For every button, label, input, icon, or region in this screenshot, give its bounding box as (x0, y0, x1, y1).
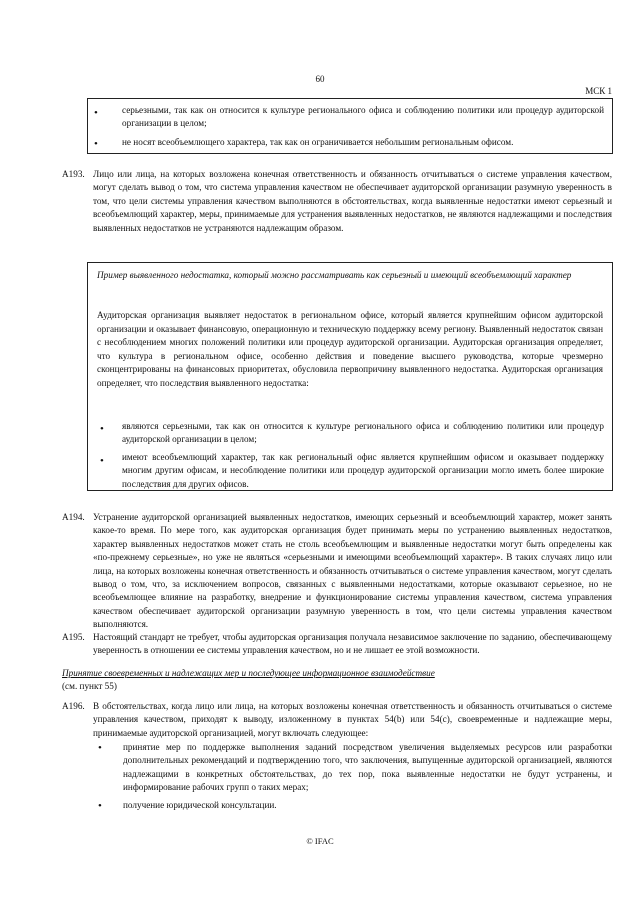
paragraph-number: A194. (62, 512, 85, 522)
paragraph-text: В обстоятельствах, когда лицо или лица, на которых возложены конечная ответственность и обязанность отчитываться о системе управления качеством, приходят к выводу, изложенному в пунктах 54(b) или 54(c), своевременные и надлежащие меры, принимаемые аудиторской организацией, могут включать следующее: (93, 701, 612, 738)
bullet-icon: • (100, 423, 104, 435)
page-number: 60 (315, 74, 325, 84)
box-bullet-text: не носят всеобъемлющего характера, так как он ограничивается небольшим региональным офисом. (122, 137, 514, 147)
footer-copyright: © IFAC (306, 836, 334, 846)
bullet-icon: • (100, 455, 104, 467)
section-title: Принятие своевременных и надлежащих мер и последующее информационное взаимодействие (62, 668, 435, 678)
bullet-icon: • (98, 742, 102, 754)
example-title: Пример выявленного недостатка, который можно рассматривать как серьезный и имеющий всеобъемлющий характер (97, 270, 572, 280)
bullet-icon: • (94, 107, 98, 119)
paragraph-number: A193. (62, 169, 85, 179)
list-item-text: принятие мер по поддержке выполнения заданий посредством увеличения выделяемых ресурсов или разработки дополнительных рекомендаций и подтверждению того, что заключения, выпущенные аудиторской организацией, являются надлежащими в конкретных обстоятельствах, до тех пор, пока выявленные недостатки не будут устранены, и информирование рабочих групп о таких мерах; (123, 742, 612, 793)
paragraph-number: A196. (62, 701, 85, 711)
continuation-box (87, 98, 613, 154)
bullet-icon: • (94, 138, 98, 150)
paragraph-text: Устранение аудиторской организацией выявленных недостатков, имеющих серьезный и всеобъемлющий характер, может занять какое-то время. По мере того, как аудиторская организация будет принимать меры по устранению выявленных недостатков, характер выявленных недостатков может стать не столь всеобъемлющим и выявленные недостатки могут быть определены как «по-прежнему серьезные», но уже не являться «серьезными и имеющими всеобъемлющий характер». В таких случаях лицо или лица, на которых возложены конечная ответственность и обязанность отчитываться о системе управления качеством, могут сделать вывод о том, что, за исключением вопросов, связанных с выявленными недостатками, которые оказывают серьезное, но не всеобъемлющее влияние на разработку, внедрение и функционирование системы управления качеством, система управления качеством обеспечивает аудиторской организации разумную уверенность в том, что цели системы управления качеством выполняются. (93, 512, 612, 630)
box-bullet-text: серьезными, так как он относится к культуре регионального офиса и соблюдению политики или процедур аудиторской организации в целом; (122, 105, 604, 129)
document-code: МСК 1 (585, 86, 612, 96)
example-body: Аудиторская организация выявляет недостаток в региональном офисе, который является крупнейшим офисом аудиторской организации и оказывает финансовую, операционную и техническую поддержку всему региону. Выявленный недостаток связан с несоблюдением многих положений политики или процедур аудиторской организации. Аудиторская организация определяет, что культура в региональном офисе, особенно действия и поведение высшего руководства, которые чрезмерно сконцентрированы на финансовых приоритетах, обусловила первопричину выявленного недостатка. Аудиторская организация определяет, что последствия выявленного недостатка: (97, 310, 603, 388)
example-bullet-text: являются серьезными, так как он относится к культуре регионального офиса и соблюдению политики или процедур аудиторской организации в целом; (122, 421, 604, 445)
paragraph-number: A195. (62, 632, 85, 642)
section-reference: (см. пункт 55) (62, 681, 117, 691)
bullet-icon: • (98, 800, 102, 812)
paragraph-text: Лицо или лица, на которых возложена конечная ответственность и обязанность отчитываться о системе управления качеством, могут сделать вывод о том, что система управления качеством не обеспечивает аудиторской организации разумную уверенность в том, что цели системы управления качеством выполняются в обстоятельствах, когда выявленные недостатки имеют серьезный и всеобъемлющий характер, меры, принимаемые для устранения выявленных недостатков, не являются надлежащими и последствия выявленных недостатков не устраняются надлежащим образом. (93, 169, 612, 233)
example-box (87, 262, 613, 491)
list-item-text: получение юридической консультации. (123, 800, 277, 810)
paragraph-text: Настоящий стандарт не требует, чтобы аудиторская организация получала независимое заключение по заданию, обеспечивающему уверенность в отношении ее системы управления качеством, но и не лишает ее этой возможности. (93, 632, 612, 656)
example-bullet-text: имеют всеобъемлющий характер, так как региональный офис является крупнейшим офисом и оказывает поддержку многим другим офисам, и несоблюдение политики или процедур аудиторской организации могло иметь более широкие последствия для других офисов. (122, 452, 604, 489)
